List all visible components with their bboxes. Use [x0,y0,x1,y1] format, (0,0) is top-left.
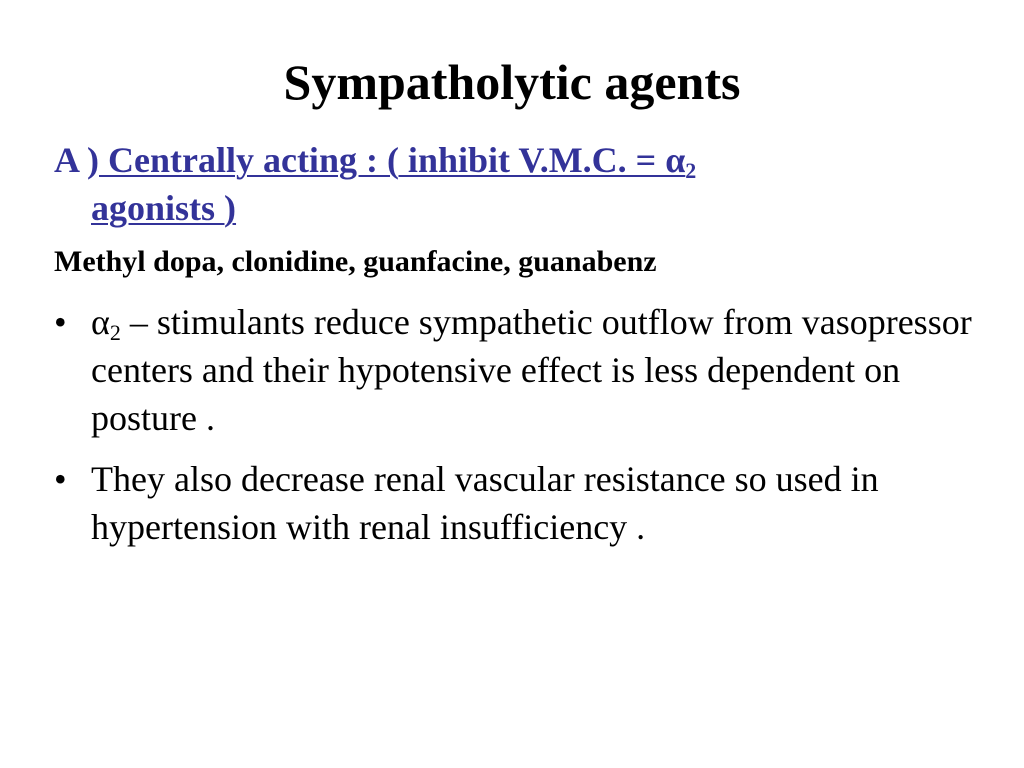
section-heading-part2: agonists ) [91,188,237,228]
section-heading-subscript: 2 [685,158,697,183]
bullet-item [54,298,984,442]
section-prefix: A ) [54,140,99,180]
bullet-item [54,455,984,551]
section-heading-text [99,140,697,183]
section-heading [54,136,954,232]
bullet-list [54,298,984,564]
bullet-lead: α [91,302,110,342]
section-heading-line2 [54,184,954,232]
bullet-text: – stimulants reduce sympathetic outflow from vasopressor centers and their hypotensive effect is less dependent on posture . [91,302,972,438]
bullet-subscript: 2 [109,320,121,345]
slide-title: Sympatholytic agents [283,54,741,110]
bullet-text: They also decrease renal vascular resistance so used in hypertension with renal insufficiency . [91,459,879,547]
drug-list: Methyl dopa, clonidine, guanfacine, guanabenz [54,245,657,278]
bullet-dot-icon: • [54,302,67,342]
bullet-dot-icon: • [54,459,67,499]
section-heading-part1: Centrally acting : ( inhibit V.M.C. = α [99,140,686,180]
